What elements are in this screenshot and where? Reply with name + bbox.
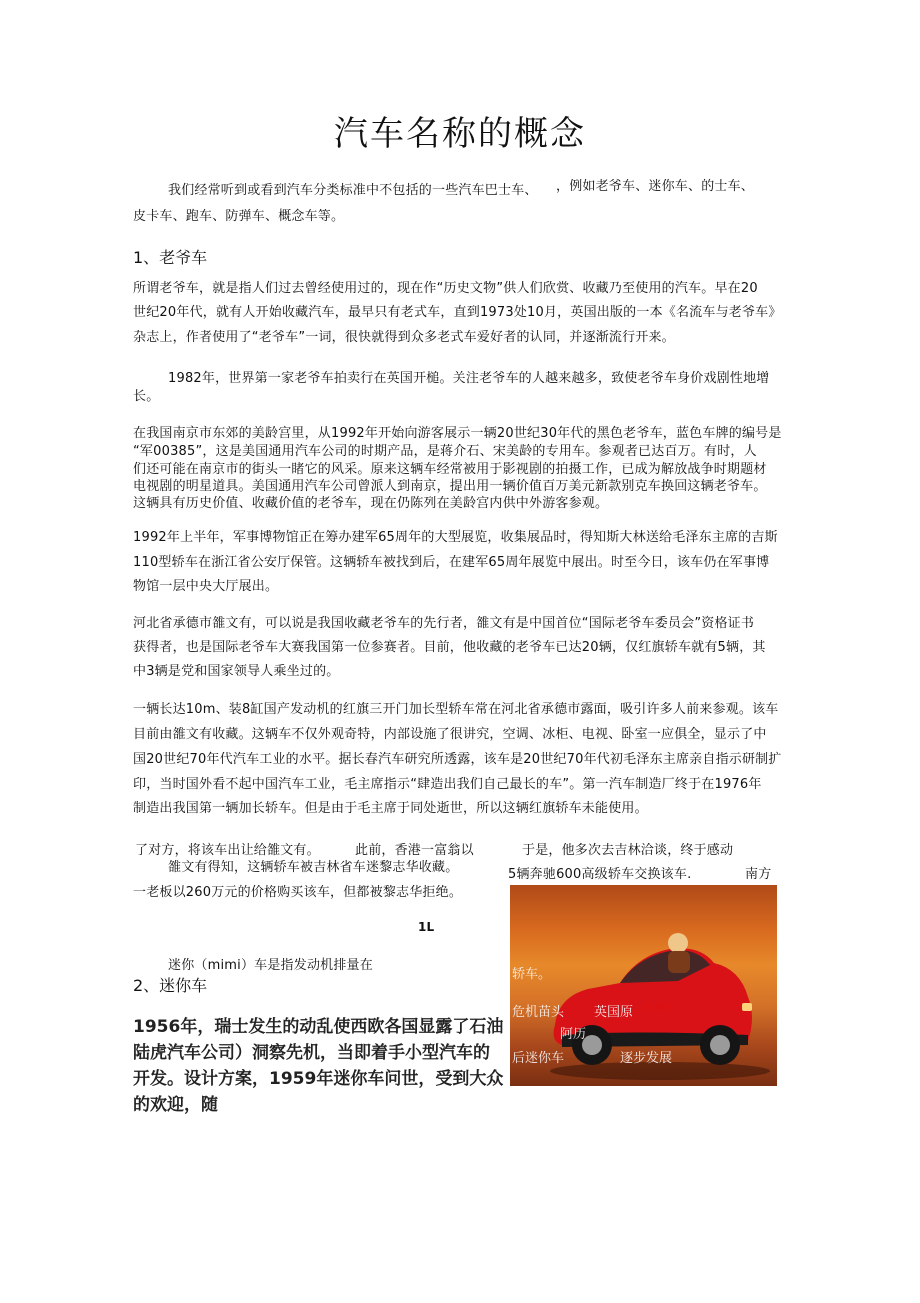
fragment-text: 南方 (745, 867, 772, 882)
paragraph-line: 110型轿车在浙江省公安厅保管。这辆轿车被找到后，在建军65周年展览中展出。时至今日，该车仍在军事博 (133, 555, 770, 570)
paragraph-line: 在我国南京市东郊的美龄宫里，从1992年开始向游客展示一辆20世纪30年代的黑色老爷车，蓝色车牌的编号是 (133, 426, 782, 441)
paragraph-line: “军00385”，这是美国通用汽车公司的时期产品，是蒋介石、宋美龄的专用车。参观者已达百万。有时，人 (133, 444, 757, 459)
page-title: 汽车名称的概念 (334, 114, 586, 154)
paragraph-line: 一辆长达10m、装8缸国产发动机的红旗三开门加长型轿车常在河北省承德市露面，吸引许多人前来参观。该车 (133, 702, 779, 717)
paragraph-line: 印，当时国外看不起中国汽车工业，毛主席指示“肆造出我们自己最长的车”。第一汽车制造厂终于在1976年 (133, 777, 762, 792)
paragraph-line: 中3辆是党和国家领导人乘坐过的。 (133, 664, 340, 679)
overlay-text: 逐步发展 (620, 1051, 673, 1066)
paragraph-line: 国20世纪70年代汽车工业的水平。据长春汽车研究所透露，该车是20世纪70年代初毛泽东主席亲自指示研制扩 (133, 752, 782, 767)
fragment-text: 一老板以260万元的价格购买该车，但都被黎志华拒绝。 (133, 885, 463, 900)
intro-line-1b: ，例如老爷车、迷你车、的士车、 (556, 179, 755, 194)
paragraph-line: 开发。设计方案，1959年迷你车问世，受到大众 (133, 1069, 504, 1089)
paragraph-line: 陆虎汽车公司）洞察先机，当即着手小型汽车的 (133, 1043, 490, 1063)
paragraph-line: 们还可能在南京市的街头一睹它的风采。原来这辆车经常被用于影视剧的拍摄工作，已成为解放战争时期题材 (133, 462, 767, 477)
paragraph-line: 制造出我国第一辆加长轿车。但是由于毛主席于同处逝世，所以这辆红旗轿车未能使用。 (133, 801, 648, 816)
paragraph-line: 世纪20年代，就有人开始收藏汽车，最早只有老式车，直到1973处10月，英国出版的一本《名流车与老爷车》 (133, 305, 782, 320)
paragraph-line: 1956年，瑞士发生的动乱使西欧各国显露了石油 (133, 1017, 504, 1037)
section-2-heading: 2、迷你车 (133, 976, 208, 995)
paragraph-line: 这辆具有历史价值、收藏价值的老爷车，现在仍陈列在美龄宫内供中外游客参观。 (133, 496, 609, 511)
section-1-heading: 1、老爷车 (133, 248, 208, 267)
fragment-text: 迷你（mimi）车是指发动机排量在 (168, 958, 373, 973)
paragraph-line: 获得者，也是国际老爷车大赛我国第一位参赛者。目前，他收藏的老爷车已达20辆，仅红旗轿车就有5辆，其 (133, 640, 766, 655)
fragment-text: 5辆奔驰600高级轿车交换该车. (508, 867, 692, 882)
fragment-text: 此前，香港一富翁以 (355, 843, 474, 858)
paragraph-line: 1982年，世界第一家老爷车拍卖行在英国开槌。关注老爷车的人越来越多，致使老爷车身价戏剧性地增 (168, 371, 770, 386)
paragraph-line: 杂志上，作者使用了“老爷车”一词，很快就得到众多老式车爱好者的认同，并逐渐流行开来。 (133, 330, 675, 345)
overlay-text: BMC (644, 1001, 677, 1016)
intro-line-1a: 我们经常听到或看到汽车分类标准中不包括的一些汽车巴士车、 (168, 183, 538, 198)
intro-line-2: 皮卡车、跑车、防弹车、概念车等。 (133, 209, 345, 224)
fragment-text: 1L (418, 920, 435, 934)
paragraph-line: 长。 (133, 389, 160, 404)
paragraph-line: 物馆一层中央大厅展出。 (133, 579, 279, 594)
paragraph-line: 的欢迎，随 (133, 1095, 218, 1115)
overlay-text: 英国原 (594, 1005, 634, 1020)
overlay-text: 后迷你车 (512, 1051, 565, 1066)
paragraph-line: 所谓老爷车，就是指人们过去曾经使用过的，现在作“历史文物”供人们欣赏、收藏乃至使用的汽车。早在20 (133, 281, 758, 296)
overlay-text: 轿车。 (512, 967, 552, 982)
fragment-text: 雒文有得知，这辆轿车被吉林省车迷黎志华收藏。 (168, 860, 459, 875)
overlay-text: 危机苗头 (512, 1005, 565, 1020)
paragraph-line: 目前由雒文有收藏。这辆车不仅外观奇特，内部设施了很讲究，空调、冰柜、电视、卧室一应俱全，显示了中 (133, 727, 767, 742)
paragraph-line: 电视剧的明星道具。美国通用汽车公司曾派人到南京，提出用一辆价值百万美元新款别克车换回这辆老爷车。 (133, 479, 767, 494)
fragment-text: 于是，他多次去吉林洽谈，终于感动 (522, 843, 734, 858)
paragraph-line: 1992年上半年，军事博物馆正在筹办建军65周年的大型展览，收集展品时，得知斯大林送给毛泽东主席的吉斯 (133, 530, 778, 545)
red-car-image (510, 885, 777, 1086)
fragment-text: 了对方，将该车出让给雒文有。 (135, 843, 320, 858)
paragraph-line: 河北省承德市雒文有，可以说是我国收藏老爷车的先行者，雒文有是中国首位“国际老爷车委员会”资格证书 (133, 616, 755, 631)
overlay-text: 阿历 (560, 1027, 587, 1042)
